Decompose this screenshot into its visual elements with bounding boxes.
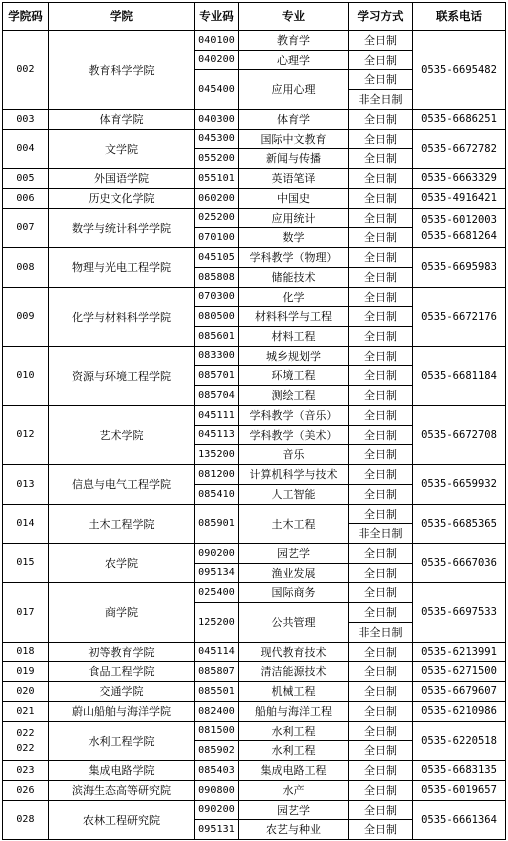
college-code: 021 — [16, 705, 35, 717]
college-code: 013 — [16, 478, 35, 490]
college-code: 010 — [16, 370, 35, 381]
study-mode: 全日制 — [364, 330, 397, 343]
study-mode: 全日制 — [364, 744, 397, 757]
study-mode: 全日制 — [364, 547, 397, 560]
study-mode: 全日制 — [364, 468, 397, 481]
college-row-border — [2, 839, 506, 840]
study-mode: 全日制 — [364, 34, 397, 47]
header-major: 专业 — [282, 8, 305, 23]
major-name: 音乐 — [282, 448, 305, 461]
major-code: 085410 — [198, 488, 235, 500]
major-code: 081200 — [198, 468, 235, 480]
college-name: 初等教育学院 — [88, 645, 155, 659]
major-name: 中国史 — [277, 192, 310, 205]
major-code: 045400 — [198, 83, 235, 95]
study-mode: 全日制 — [364, 53, 397, 67]
study-mode: 全日制 — [364, 724, 397, 738]
college-name: 体育学院 — [99, 113, 144, 126]
major-code: 045300 — [198, 133, 235, 144]
major-code: 085807 — [198, 665, 235, 677]
major-name: 化学 — [282, 290, 305, 304]
college-name: 农学院 — [105, 556, 138, 570]
college-code: 012 — [16, 429, 35, 440]
college-name: 教育科学学院 — [88, 63, 155, 77]
major-name: 心理学 — [277, 53, 310, 67]
study-mode: 全日制 — [364, 428, 397, 442]
college-name: 文学院 — [105, 142, 138, 156]
study-mode: 非全日制 — [358, 93, 403, 106]
college-phone: 0535-6686251 — [421, 113, 497, 126]
study-mode: 全日制 — [364, 113, 397, 126]
college-name: 信息与电气工程学院 — [72, 478, 171, 491]
study-mode: 全日制 — [364, 389, 397, 402]
college-code: 006 — [16, 192, 35, 204]
major-code: 085902 — [198, 744, 235, 756]
college-code: 014 — [16, 518, 35, 529]
major-name: 国际商务 — [271, 586, 316, 599]
study-mode: 全日制 — [364, 645, 397, 659]
study-mode: 全日制 — [364, 448, 397, 461]
major-name: 集成电路工程 — [260, 764, 327, 777]
major-code: 085808 — [198, 271, 235, 283]
major-code: 125200 — [198, 616, 235, 628]
major-code: 095134 — [198, 567, 235, 578]
college-phone-line: 0535-6012003 — [421, 214, 497, 226]
major-name: 应用心理 — [271, 83, 316, 96]
major-name: 新闻与传播 — [266, 152, 321, 165]
college-phone: 0535-4916421 — [421, 192, 497, 205]
major-code: 040300 — [198, 113, 235, 125]
major-name: 船舶与海洋工程 — [255, 705, 332, 718]
college-name: 化学与材料科学学院 — [72, 310, 171, 324]
college-phone: 0535-6679607 — [421, 685, 497, 698]
college-phone: 0535-6672708 — [421, 428, 497, 441]
college-phone: 0535-6681184 — [421, 369, 497, 382]
study-mode: 全日制 — [364, 271, 397, 284]
major-name: 水利工程 — [271, 744, 316, 757]
major-name: 应用统计 — [271, 211, 316, 225]
college-code: 003 — [16, 113, 35, 125]
college-phone: 0535-6683135 — [421, 764, 497, 777]
college-name: 食品工程学院 — [88, 665, 155, 678]
study-mode: 全日制 — [364, 231, 397, 244]
college-name: 农林工程研究院 — [83, 813, 160, 827]
college-code: 002 — [16, 64, 35, 75]
major-name: 学科教学（音乐） — [249, 409, 338, 422]
major-code: 090200 — [198, 547, 235, 559]
study-mode: 全日制 — [364, 369, 397, 382]
major-name: 英语笔译 — [271, 172, 316, 185]
major-code: 135200 — [198, 448, 235, 460]
college-phone: 0535-6672176 — [421, 310, 497, 323]
major-name: 国际中文教育 — [260, 132, 327, 146]
study-mode: 全日制 — [364, 784, 397, 797]
major-name: 学科教学（美术） — [249, 428, 338, 442]
college-phone — [413, 209, 505, 247]
major-name: 水利工程 — [271, 724, 316, 738]
college-name: 交通学院 — [99, 685, 144, 698]
college-code: 019 — [16, 665, 35, 677]
college-name: 物理与光电工程学院 — [72, 261, 171, 274]
study-mode: 全日制 — [364, 409, 397, 422]
major-code: 045105 — [198, 251, 235, 263]
study-mode: 全日制 — [364, 566, 397, 580]
study-mode: 全日制 — [364, 685, 397, 698]
major-name: 渔业发展 — [271, 566, 316, 580]
college-code: 007 — [16, 222, 35, 233]
study-mode: 全日制 — [364, 803, 397, 817]
major-code: 095131 — [198, 823, 235, 835]
college-phone: 0535-6659932 — [421, 478, 497, 491]
major-code: 045111 — [198, 409, 235, 421]
study-mode: 全日制 — [364, 507, 397, 521]
major-code: 040200 — [198, 54, 235, 65]
college-phone: 0535-6210986 — [421, 705, 497, 718]
college-code: 026 — [16, 784, 35, 796]
major-name: 材料科学与工程 — [255, 310, 332, 323]
major-code: 090800 — [198, 784, 235, 796]
college-name: 商学院 — [105, 606, 138, 619]
major-name: 现代教育技术 — [260, 645, 327, 659]
major-code: 080500 — [198, 310, 235, 322]
college-code: 017 — [16, 606, 35, 618]
major-name: 环境工程 — [271, 369, 316, 382]
study-mode: 全日制 — [364, 823, 397, 836]
study-mode: 非全日制 — [358, 626, 403, 639]
major-name: 公共管理 — [271, 616, 316, 629]
study-mode: 全日制 — [364, 73, 397, 86]
college-phone: 0535-6695983 — [421, 261, 497, 274]
major-name: 计算机科学与技术 — [249, 468, 338, 481]
college-code: 015 — [16, 557, 35, 568]
major-name: 体育学 — [277, 113, 310, 126]
major-name: 城乡规划学 — [266, 349, 321, 363]
major-code: 070300 — [198, 291, 235, 302]
major-name: 学科教学（物理） — [249, 251, 338, 264]
study-mode: 全日制 — [364, 764, 397, 777]
study-mode: 全日制 — [364, 705, 397, 718]
college-phone: 0535-6271500 — [421, 665, 497, 678]
college-phone-line: 0535-6681264 — [421, 229, 497, 242]
study-mode: 全日制 — [364, 251, 397, 264]
major-code: 055101 — [198, 172, 235, 184]
study-mode: 全日制 — [364, 132, 397, 146]
college-phone: 0535-6213991 — [421, 645, 497, 658]
college-phone: 0535-6685365 — [421, 517, 497, 530]
major-code: 025200 — [198, 212, 235, 223]
study-mode: 全日制 — [364, 586, 397, 599]
college-phone: 0535-6661364 — [421, 813, 497, 826]
major-code: 085901 — [198, 518, 235, 529]
college-name: 外国语学院 — [94, 172, 149, 185]
study-mode: 全日制 — [364, 606, 397, 619]
major-code: 081500 — [198, 725, 235, 736]
college-name: 资源与环境工程学院 — [72, 369, 171, 383]
study-mode: 全日制 — [364, 192, 397, 205]
header-phone: 联系电话 — [436, 8, 482, 23]
study-mode: 全日制 — [364, 310, 397, 323]
study-mode: 全日制 — [364, 290, 397, 304]
header-major-code: 专业码 — [199, 8, 234, 23]
college-code-line: 022 — [16, 727, 35, 739]
major-code: 040100 — [198, 34, 235, 46]
college-code: 008 — [16, 261, 35, 273]
major-name: 数学 — [282, 231, 305, 244]
major-code: 085601 — [198, 330, 235, 342]
header-college-code: 学院码 — [8, 8, 43, 23]
major-name: 材料工程 — [271, 330, 316, 343]
major-name: 土木工程 — [271, 517, 316, 531]
major-name: 水产 — [282, 784, 305, 797]
college-code: 028 — [16, 814, 35, 825]
major-code: 085701 — [198, 369, 235, 381]
major-code: 085501 — [198, 685, 235, 697]
major-name: 农艺与种业 — [266, 823, 321, 836]
header-study-mode: 学习方式 — [357, 8, 404, 23]
college-code: 004 — [16, 143, 35, 154]
study-mode: 全日制 — [364, 152, 397, 165]
major-name: 清洁能源技术 — [260, 665, 327, 678]
college-name: 数学与统计科学学院 — [72, 221, 171, 235]
major-code: 082400 — [198, 705, 235, 717]
college-code: 018 — [16, 646, 35, 657]
college-phone: 0535-6695482 — [421, 63, 497, 76]
major-name: 测绘工程 — [271, 389, 316, 402]
college-name: 滨海生态高等研究院 — [72, 784, 171, 797]
major-name: 机械工程 — [271, 685, 316, 698]
college-code: 020 — [16, 685, 35, 697]
major-code: 085704 — [198, 389, 235, 401]
major-code: 060200 — [198, 192, 235, 204]
college-name: 艺术学院 — [99, 428, 144, 442]
major-code: 070100 — [198, 231, 235, 243]
header-college: 学院 — [110, 8, 133, 23]
major-name: 园艺学 — [277, 547, 310, 560]
college-code: 009 — [16, 311, 35, 322]
major-code: 025400 — [198, 586, 235, 598]
college-name: 水利工程学院 — [88, 734, 155, 748]
study-mode: 非全日制 — [358, 527, 403, 540]
major-code: 090200 — [198, 804, 235, 815]
major-name: 园艺学 — [277, 803, 310, 817]
major-code: 085403 — [198, 764, 235, 776]
column-border — [505, 2, 506, 840]
college-phone: 0535-6220518 — [421, 734, 497, 747]
study-mode: 全日制 — [364, 349, 397, 363]
study-mode: 全日制 — [364, 665, 397, 678]
college-code: 023 — [16, 764, 35, 776]
study-mode: 全日制 — [364, 211, 397, 225]
college-phone: 0535-6667036 — [421, 556, 497, 569]
major-name: 人工智能 — [271, 488, 316, 501]
major-code: 045114 — [198, 646, 235, 657]
major-name: 储能技术 — [271, 271, 316, 284]
major-code: 055200 — [198, 152, 235, 164]
college-code — [3, 722, 48, 760]
college-phone: 0535-6672782 — [421, 142, 497, 155]
major-code: 083300 — [198, 350, 235, 361]
college-phone: 0535-6697533 — [421, 606, 497, 619]
college-name: 土木工程学院 — [88, 517, 155, 531]
major-code: 045113 — [198, 429, 235, 440]
college-name: 集成电路学院 — [88, 764, 155, 777]
college-phone: 0535-6663329 — [421, 172, 497, 185]
major-name: 教育学 — [277, 34, 310, 47]
college-code-line: 022 — [16, 742, 35, 754]
college-name: 蔚山船舶与海洋学院 — [72, 705, 171, 718]
study-mode: 全日制 — [364, 172, 397, 185]
college-phone: 0535-6019657 — [421, 784, 497, 797]
college-code: 005 — [16, 172, 35, 184]
college-name: 历史文化学院 — [88, 192, 155, 205]
study-mode: 全日制 — [364, 488, 397, 501]
